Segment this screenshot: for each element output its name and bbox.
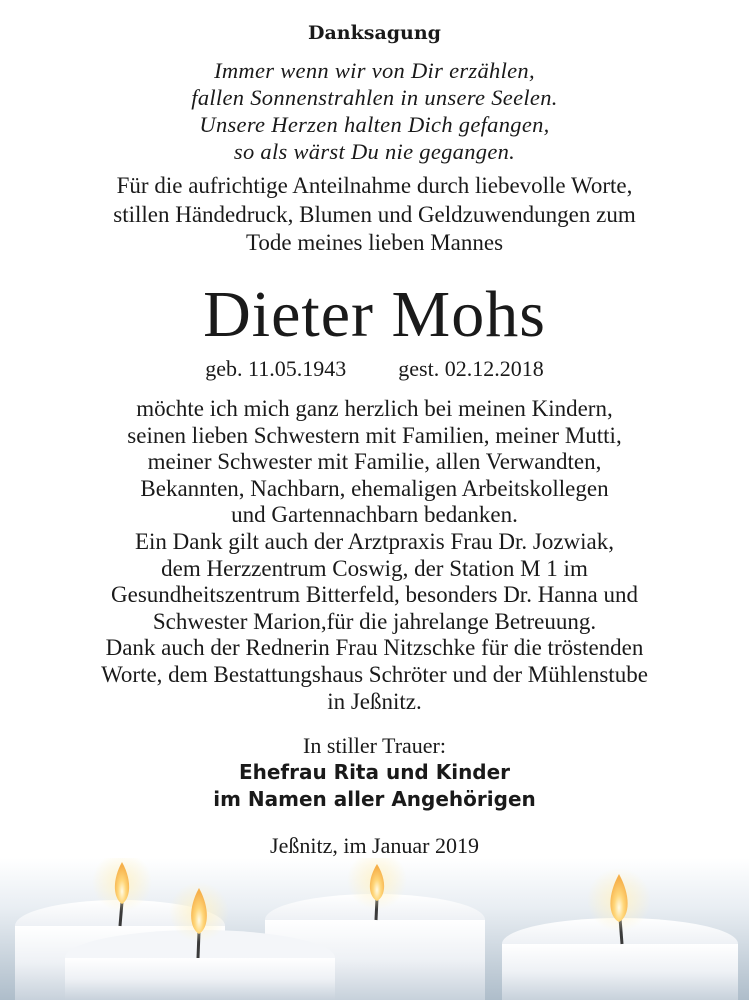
intro-text <box>0 172 749 258</box>
candles-image <box>0 858 749 1000</box>
thanks-line: Dank auch der Rednerin Frau Nitzschke für die tröstenden <box>105 635 644 661</box>
death-date: gest. 02.12.2018 <box>398 356 544 381</box>
thanks-line: Schwester Marion,für die jahrelange Betreuung. <box>152 608 597 634</box>
poem-line: Immer wenn wir von Dir erzählen, <box>214 58 535 83</box>
thanks-line: in Jeßnitz. <box>327 688 422 714</box>
signature-relatives: im Namen aller Angehörigen <box>213 787 536 811</box>
signature <box>0 733 749 813</box>
signature-family: Ehefrau Rita und Kinder <box>238 760 511 784</box>
thanks-line: seinen lieben Schwestern mit Familien, meiner Mutti, <box>127 422 622 448</box>
birth-date: geb. 11.05.1943 <box>205 356 347 381</box>
poem <box>0 57 749 165</box>
heading: Danksagung <box>308 22 441 44</box>
thanks-line: Worte, dem Bestattungshaus Schröter und der Mühlenstube <box>101 661 648 687</box>
thanks-line: und Gartennachbarn bedanken. <box>231 502 518 528</box>
thanks-line: möchte ich mich ganz herzlich bei meinen Kindern, <box>136 396 613 421</box>
thanks-line: Gesundheitszentrum Bitterfeld, besonders Dr. Hanna und <box>111 582 638 608</box>
intro-line: Tode meines lieben Mannes <box>245 230 504 255</box>
thanks-line: dem Herzzentrum Coswig, der Station M 1 im <box>161 555 588 581</box>
place-date: Jeßnitz, im Januar 2019 <box>270 833 479 858</box>
poem-line: fallen Sonnenstrahlen in unsere Seelen. <box>191 85 558 110</box>
thanks-line: meiner Schwester mit Familie, allen Verwandten, <box>147 449 602 475</box>
poem-line: Unsere Herzen halten Dich gefangen, <box>199 112 550 137</box>
thanks-line: Bekannten, Nachbarn, ehemaligen Arbeitskollegen <box>140 475 609 501</box>
deceased-name: Dieter Mohs <box>203 278 546 351</box>
intro-line: Für die aufrichtige Anteilnahme durch liebevolle Worte, <box>116 173 633 198</box>
life-dates <box>0 356 749 382</box>
thanks-line: Ein Dank gilt auch der Arztpraxis Frau Dr. Jozwiak, <box>134 528 615 554</box>
thanks-text <box>0 396 749 715</box>
signature-intro: In stiller Trauer: <box>303 733 446 758</box>
poem-line: so als wärst Du nie gegangen. <box>233 139 516 164</box>
intro-line: stillen Händedruck, Blumen und Geldzuwendungen zum <box>113 201 636 227</box>
